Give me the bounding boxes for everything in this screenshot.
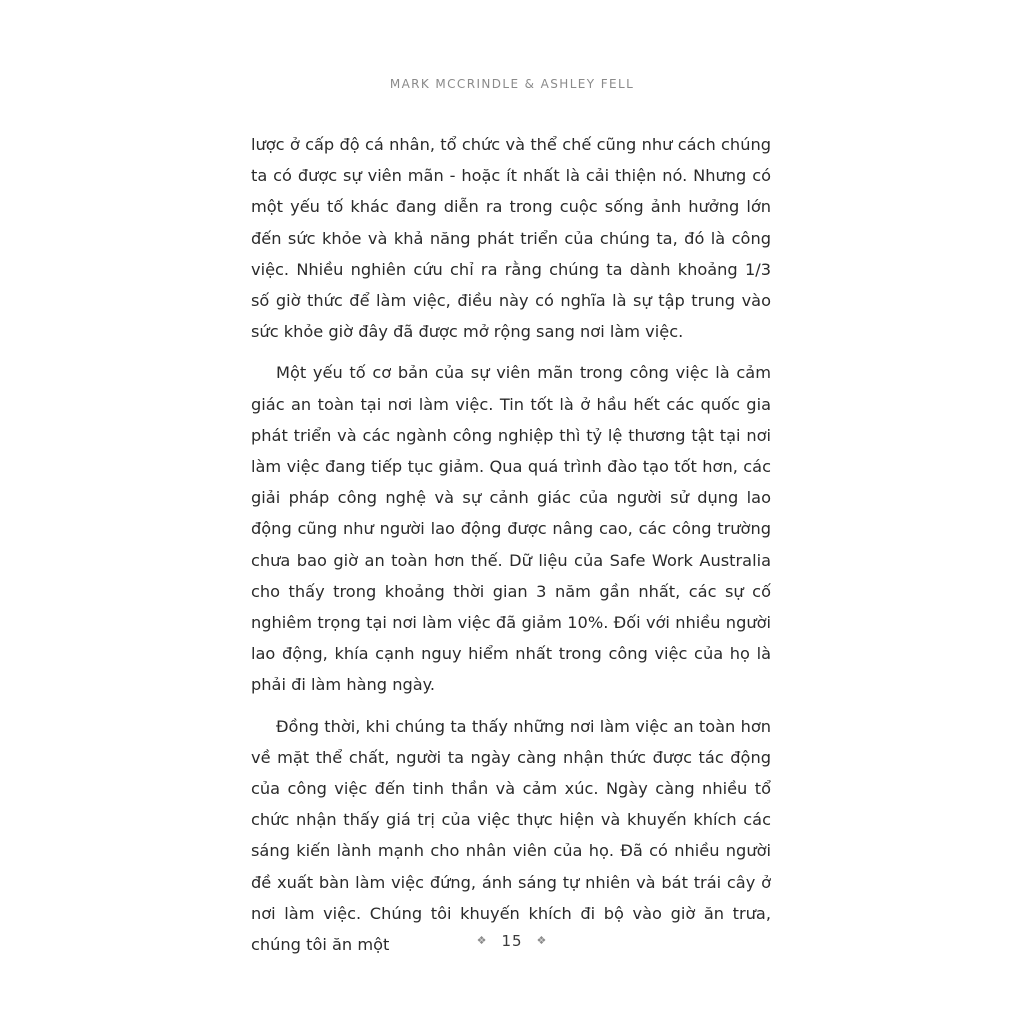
ornament-right-icon: ❖ (536, 934, 548, 947)
page-number: 15 (501, 932, 523, 950)
body-text (251, 129, 771, 960)
running-head: MARK MCCRINDLE & ASHLEY FELL (389, 77, 635, 91)
ornament-left-icon: ❖ (476, 934, 488, 947)
paragraph-2: Một yếu tố cơ bản của sự viên mãn trong công việc là cảm giác an toàn tại nơi làm việc. Tin tốt là ở hầu hết các quốc gia phát triển và các ngành công nghiệp thì tỷ lệ thương tật tại nơi làm việc đang tiếp tục giảm. Qua quá trình đào tạo tốt hơn, các giải pháp công nghệ và sự cảnh giác của người sử dụng lao động cũng như người lao động được nâng cao, các công trường chưa bao giờ an toàn hơn thế. Dữ liệu của Safe Work Australia cho thấy trong khoảng thời gian 3 năm gần nhất, các sự cố nghiêm trọng tại nơi làm việc đã giảm 10%. Đối với nhiều người lao động, khía cạnh nguy hiểm nhất trong công việc của họ là phải đi làm hàng ngày. (251, 363, 771, 695)
paragraph-1: lược ở cấp độ cá nhân, tổ chức và thể chế cũng như cách chúng ta có được sự viên mãn - hoặc ít nhất là cải thiện nó. Nhưng có một yếu tố khác đang diễn ra trong cuộc sống ảnh hưởng lớn đến sức khỏe và khả năng phát triển của chúng ta, đó là công việc. Nhiều nghiên cứu chỉ ra rằng chúng ta dành khoảng 1/3 số giờ thức để làm việc, điều này có nghĩa là sự tập trung vào sức khỏe giờ đây đã được mở rộng sang nơi làm việc. (251, 135, 771, 342)
paragraph-3: Đồng thời, khi chúng ta thấy những nơi làm việc an toàn hơn về mặt thể chất, người ta ngày càng nhận thức được tác động của công việc đến tinh thần và cảm xúc. Ngày càng nhiều tổ chức nhận thấy giá trị của việc thực hiện và khuyến khích các sáng kiến lành mạnh cho nhân viên của họ. Đã có nhiều người đề xuất bàn làm việc đứng, ánh sáng tự nhiên và bát trái cây ở nơi làm việc. Chúng tôi khuyến khích đi bộ vào giờ ăn trưa, chúng tôi ăn một (251, 716, 771, 955)
page-folio (0, 932, 1024, 950)
